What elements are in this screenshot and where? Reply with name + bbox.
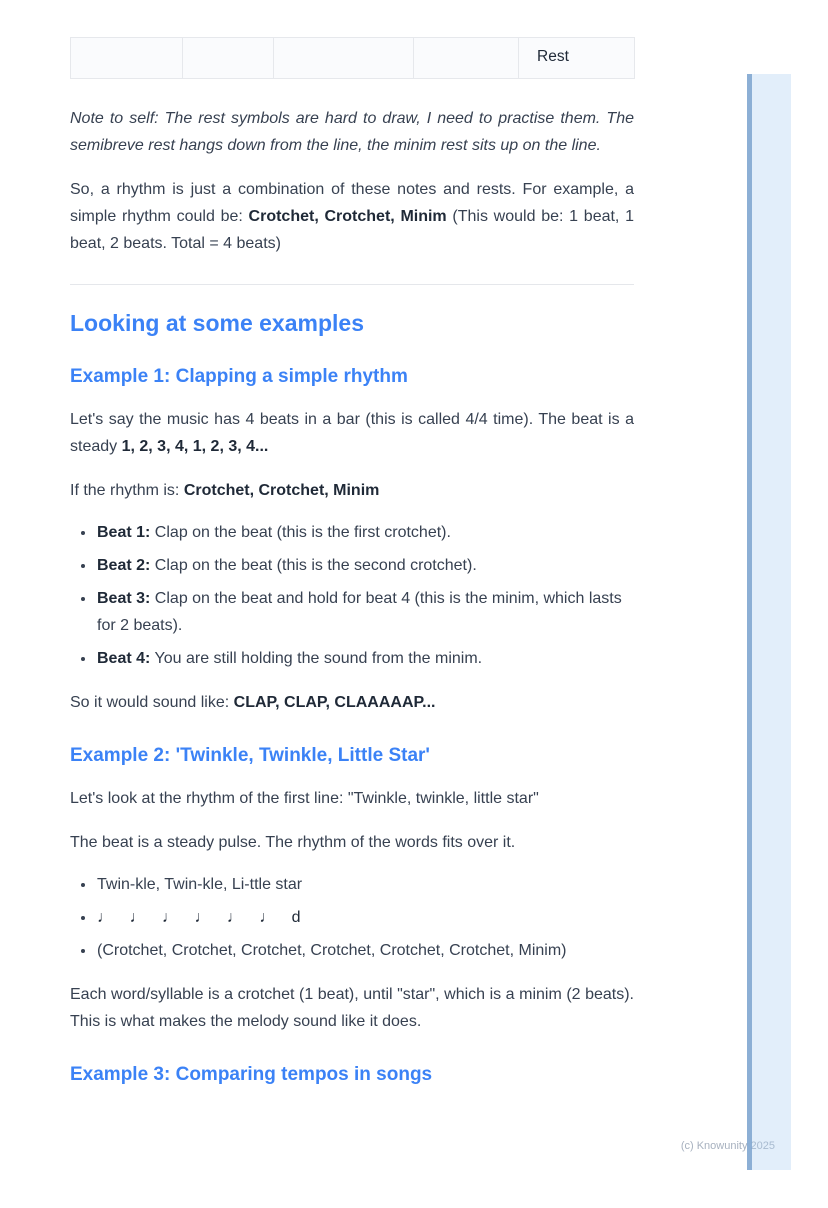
table-cell <box>414 38 519 79</box>
bold-run: 1, 2, 3, 4, 1, 2, 3, 4... <box>121 438 269 455</box>
note-to-self-paragraph: Note to self: The rest symbols are hard to draw, I need to practise them. The semibreve rest hangs down from the line, the minim rest sits up on the line. <box>70 110 634 154</box>
table-row <box>71 38 635 79</box>
list-item-beat-2 <box>96 552 634 579</box>
example2-rhythm-list <box>70 871 634 964</box>
table-cell-rest: Rest <box>519 38 635 79</box>
example2-conclusion-paragraph: Each word/syllable is a crotchet (1 beat), until "star", which is a minim (2 beats). This is what makes the melody sound like it does. <box>70 986 634 1030</box>
example2-line1-paragraph: Let's look at the rhythm of the first line: "Twinkle, twinkle, little star" <box>70 790 539 807</box>
list-item-note-symbols <box>96 904 634 931</box>
table-cell <box>183 38 274 79</box>
rhythm-summary-paragraph <box>70 176 634 257</box>
table-cell <box>71 38 183 79</box>
bold-run: Beat 2: <box>97 557 151 574</box>
text-run: (Crotchet, Crotchet, Crotchet, Crotchet, Crotchet, Crotchet, Minim) <box>97 942 567 959</box>
text-run: Clap on the beat and hold for beat 4 (this is the minim, which lasts for 2 beats). <box>97 590 622 634</box>
example1-sound-paragraph <box>70 689 634 716</box>
example1-beats-list <box>70 519 634 672</box>
text-run: You are still holding the sound from the minim. <box>150 650 483 667</box>
section-divider <box>70 284 634 285</box>
bold-run: CLAP, CLAP, CLAAAAAP... <box>233 694 436 711</box>
list-item-note-names <box>96 937 634 964</box>
text-run: Clap on the beat (this is the first crotchet). <box>150 524 451 541</box>
bold-run: Beat 1: <box>97 524 151 541</box>
section-heading: Looking at some examples <box>70 310 364 336</box>
text-run: So, a rhythm is just a combination of these notes and rests. For example, a simple rhythm could be: <box>70 181 634 225</box>
crotchet-notes-icons: ♩ ♩ ♩ ♩ ♩ ♩ d <box>97 909 301 926</box>
list-item-syllables <box>96 871 634 898</box>
text-run: If the rhythm is: <box>70 482 184 499</box>
example2-heading: Example 2: 'Twinkle, Twinkle, Little Star' <box>70 745 430 766</box>
document-content <box>70 37 634 1087</box>
scrollbar-highlight-strip[interactable] <box>747 74 791 1170</box>
table-cell <box>274 38 414 79</box>
text-run: So it would sound like: <box>70 694 234 711</box>
example3-heading: Example 3: Comparing tempos in songs <box>70 1064 433 1085</box>
note-values-table-fragment <box>70 37 635 79</box>
list-item-beat-1 <box>96 519 634 546</box>
bold-run: Crotchet, Crotchet, Minim <box>183 482 380 499</box>
text-run: Twin-kle, Twin-kle, Li-ttle star <box>97 876 303 893</box>
bold-run: Crotchet, Crotchet, Minim <box>248 208 447 225</box>
example1-intro-paragraph <box>70 406 634 460</box>
list-item-beat-4 <box>96 645 634 672</box>
text-run: Clap on the beat (this is the second crotchet). <box>150 557 477 574</box>
bold-run: Beat 4: <box>97 650 151 667</box>
text-run: (This would be: 1 beat, 1 beat, 2 beats. Total = 4 beats) <box>70 208 634 252</box>
bold-run: Beat 3: <box>97 590 151 607</box>
example2-line2-paragraph: The beat is a steady pulse. The rhythm of the words fits over it. <box>70 834 516 851</box>
text-run: Let's say the music has 4 beats in a bar (this is called 4/4 time). The beat is a steady <box>70 411 634 455</box>
list-item-beat-3 <box>96 585 634 639</box>
example1-heading: Example 1: Clapping a simple rhythm <box>70 366 408 387</box>
example1-rhythm-paragraph <box>70 477 634 504</box>
copyright-watermark: (c) Knowunity 2025 <box>680 1140 775 1152</box>
